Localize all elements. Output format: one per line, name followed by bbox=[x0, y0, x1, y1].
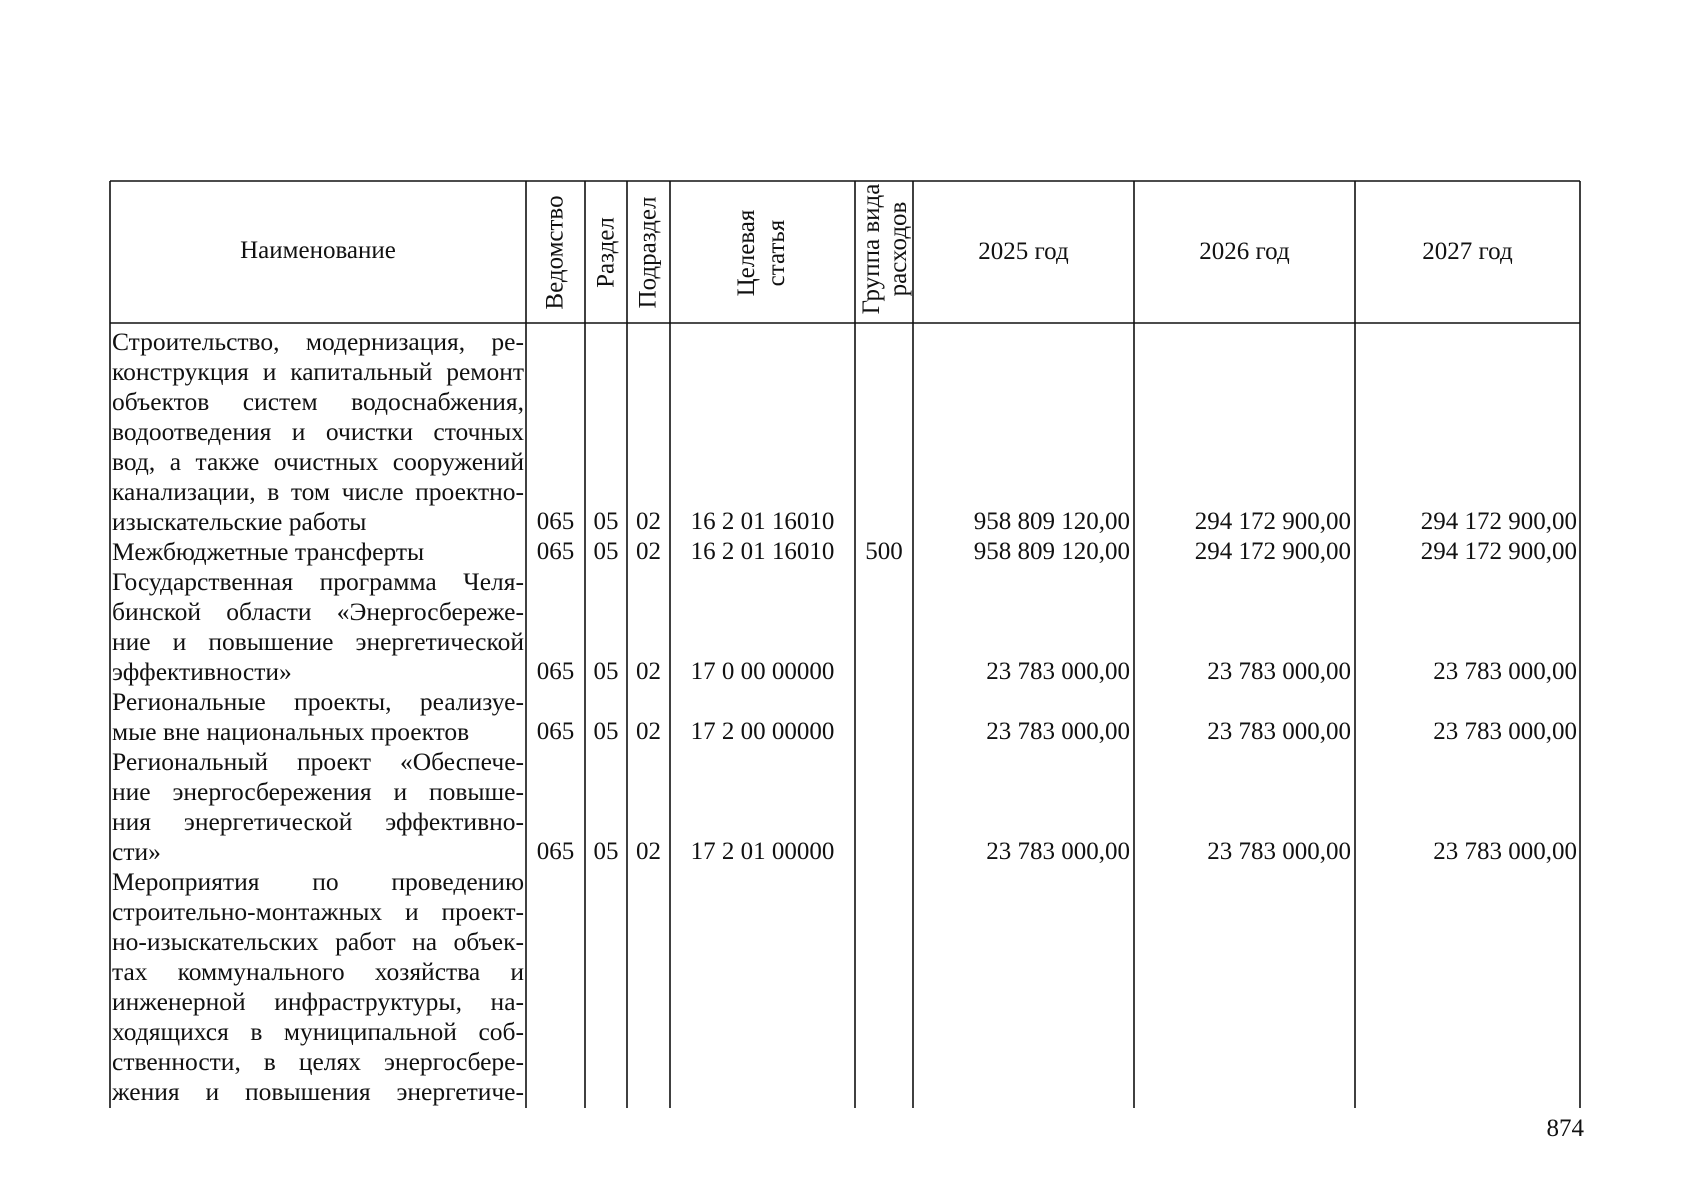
cell-celevaya-statya: 16 2 01 16010 bbox=[690, 508, 835, 535]
cell-gruppa: 500 bbox=[865, 538, 903, 565]
cell-razdel: 05 bbox=[593, 658, 619, 685]
header-name: Наименование bbox=[240, 237, 396, 264]
cell-2027: 294 172 900,00 bbox=[1420, 508, 1577, 535]
table-row-name: Государственная программа Челя- бинской области «Энергосбереже- ние и повышение энергетической эффективности» bbox=[112, 567, 524, 686]
header-celevaya-statya bbox=[732, 188, 792, 318]
cell-2026: 23 783 000,00 bbox=[1207, 718, 1351, 745]
page-number: 874 bbox=[1546, 1115, 1584, 1142]
header-vedomstvo: Ведомство bbox=[541, 195, 569, 310]
cell-celevaya-statya: 17 2 00 00000 bbox=[690, 718, 835, 745]
header-gruppa-line2: расходов bbox=[885, 201, 912, 297]
cell-vedomstvo: 065 bbox=[536, 838, 575, 865]
cell-podrazdel: 02 bbox=[636, 538, 661, 565]
cell-podrazdel: 02 bbox=[636, 658, 661, 685]
cell-2027: 23 783 000,00 bbox=[1433, 838, 1577, 865]
cell-celevaya-statya: 17 0 00 00000 bbox=[690, 658, 835, 685]
header-gruppa-line1: Группа вида bbox=[858, 183, 885, 315]
cell-2026: 23 783 000,00 bbox=[1207, 838, 1351, 865]
header-razdel: Раздел bbox=[592, 217, 620, 288]
cell-2025: 958 809 120,00 bbox=[973, 538, 1130, 565]
cell-2025: 23 783 000,00 bbox=[986, 838, 1130, 865]
header-2027: 2027 год bbox=[1422, 238, 1513, 265]
cell-razdel: 05 bbox=[593, 838, 619, 865]
header-2025: 2025 год bbox=[978, 238, 1069, 265]
cell-2026: 294 172 900,00 bbox=[1194, 538, 1351, 565]
cell-vedomstvo: 065 bbox=[536, 508, 575, 535]
table-row-name: Мероприятия по проведению строительно-монтажных и проект- но-изыскательских работ на объек- тах коммунального хозяйства и инженерной инфраструктуры, на- ходящихся в муниципальной соб- ственности, в целях энергосбере- жения и повышения энергетиче- bbox=[112, 867, 524, 1106]
cell-razdel: 05 bbox=[593, 718, 619, 745]
table-row-name: Межбюджетные трансферты bbox=[112, 537, 425, 566]
cell-razdel: 05 bbox=[593, 538, 619, 565]
header-2026: 2026 год bbox=[1199, 238, 1290, 265]
cell-2025: 23 783 000,00 bbox=[986, 658, 1130, 685]
table-row-name: Региональный проект «Обеспече- ние энергосбережения и повыше- ния энергетической эффективно- сти» bbox=[112, 747, 524, 866]
table-row-name: Региональные проекты, реализуе- мые вне национальных проектов bbox=[112, 687, 524, 746]
header-celevaya-line1: Целевая bbox=[733, 209, 760, 297]
cell-2027: 23 783 000,00 bbox=[1433, 658, 1577, 685]
cell-2027: 294 172 900,00 bbox=[1420, 538, 1577, 565]
cell-vedomstvo: 065 bbox=[536, 658, 575, 685]
cell-2026: 294 172 900,00 bbox=[1194, 508, 1351, 535]
cell-podrazdel: 02 bbox=[636, 508, 661, 535]
header-gruppa-vida-rashodov bbox=[858, 180, 912, 318]
cell-2027: 23 783 000,00 bbox=[1433, 718, 1577, 745]
cell-vedomstvo: 065 bbox=[536, 718, 575, 745]
cell-vedomstvo: 065 bbox=[536, 538, 575, 565]
cell-celevaya-statya: 17 2 01 00000 bbox=[690, 838, 835, 865]
cell-podrazdel: 02 bbox=[636, 838, 661, 865]
cell-2026: 23 783 000,00 bbox=[1207, 658, 1351, 685]
cell-razdel: 05 bbox=[593, 508, 619, 535]
table-row-name: Строительство, модернизация, ре- конструкция и капитальный ремонт объектов систем водоснабжения, водоотведения и очистки сточных вод, а также очистных сооружений канализации, в том числе проектно- изыскательские работы bbox=[112, 327, 524, 536]
cell-podrazdel: 02 bbox=[636, 718, 661, 745]
cell-celevaya-statya: 16 2 01 16010 bbox=[690, 538, 835, 565]
cell-2025: 23 783 000,00 bbox=[986, 718, 1130, 745]
header-celevaya-line2: статья bbox=[763, 219, 790, 287]
header-podrazdel: Подраздел bbox=[634, 196, 662, 309]
cell-2025: 958 809 120,00 bbox=[973, 508, 1130, 535]
